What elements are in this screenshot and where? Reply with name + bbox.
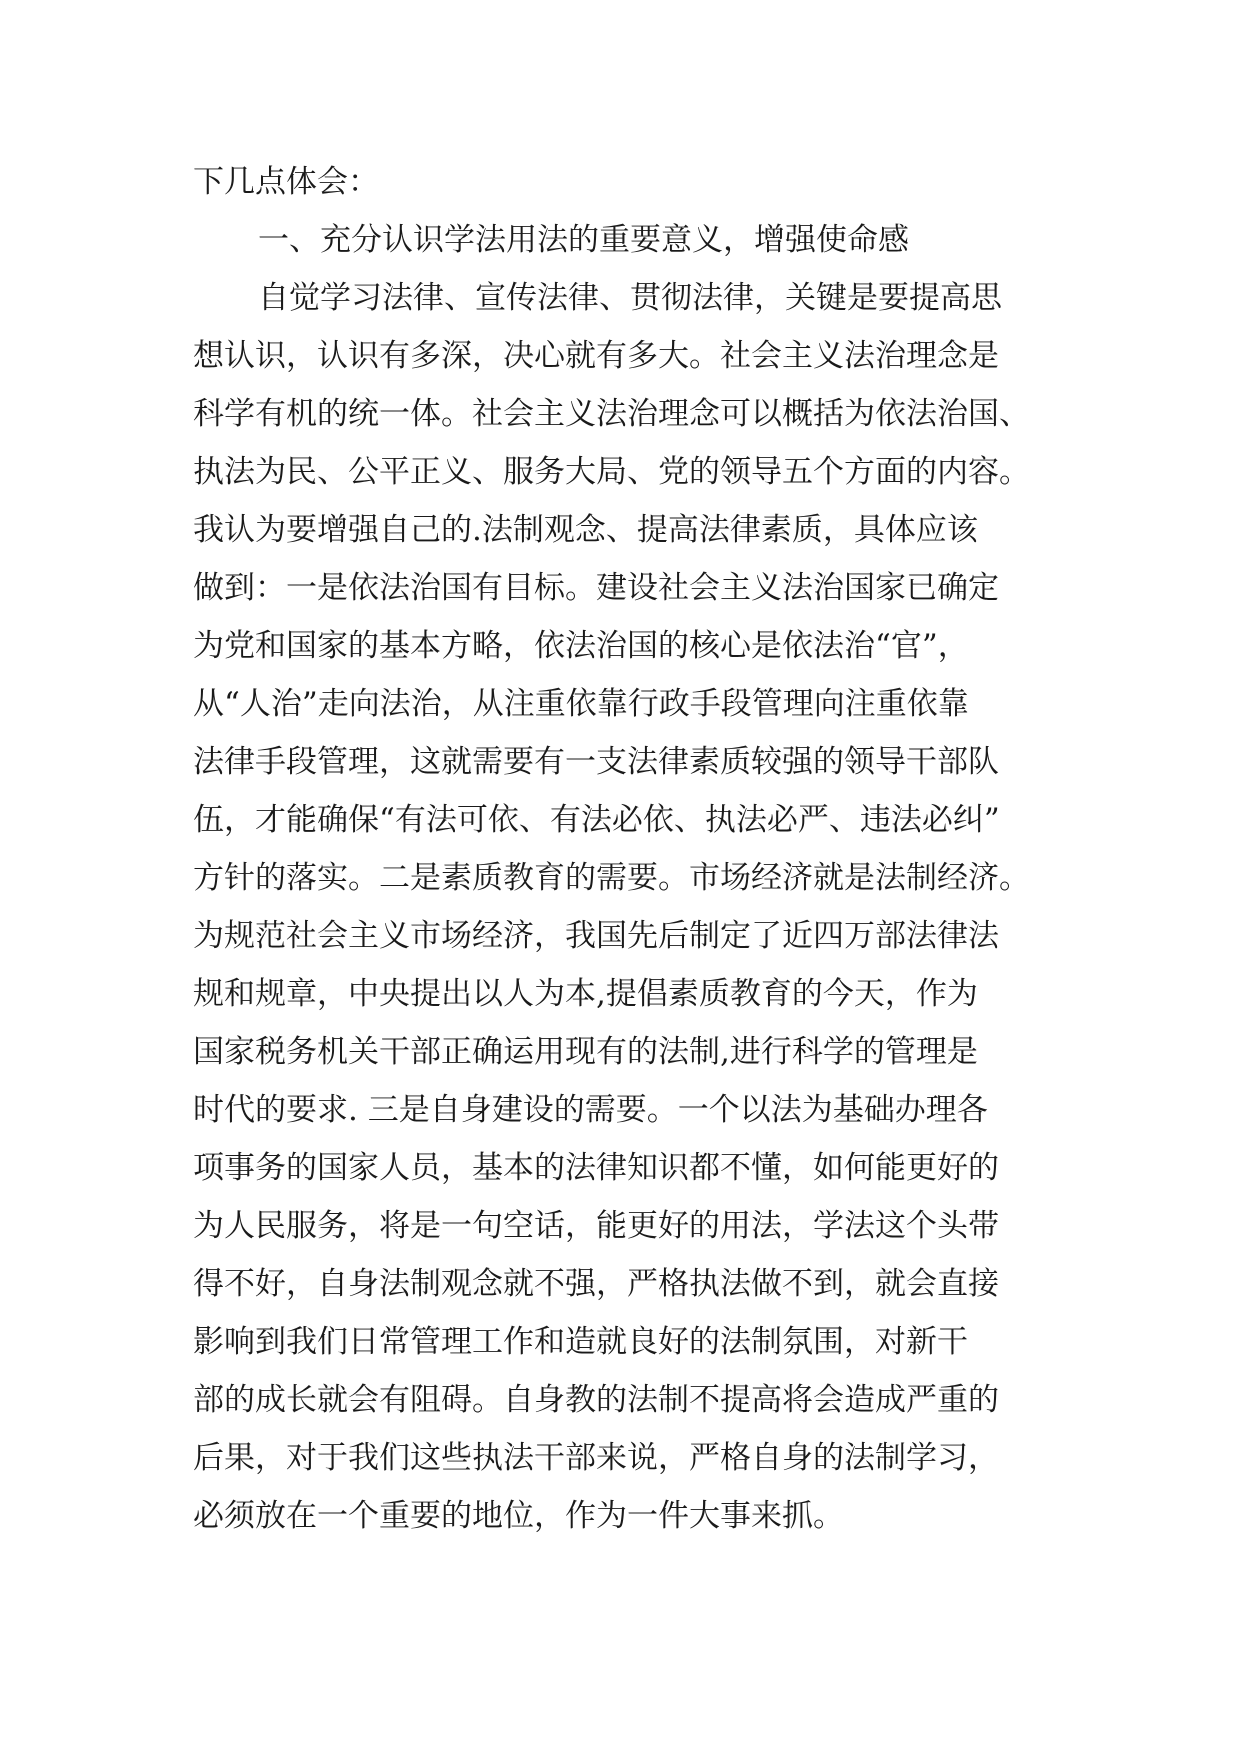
paragraph-line: 伍，才能确保“有法可依、有法必依、执法必严、违法必纠”: [193, 802, 1000, 838]
paragraph-line: 项事务的国家人员，基本的法律知识都不懂，如何能更好的: [193, 1150, 999, 1186]
paragraph-line: 国家税务机关干部正确运用现有的法制,进行科学的管理是: [193, 1034, 978, 1070]
paragraph-first-line: 自觉学习法律、宣传法律、贯彻法律，关键是要提高思: [258, 280, 1002, 316]
paragraph-line: 做到：一是依法治国有目标。建设社会主义法治国家已确定: [193, 570, 999, 606]
paragraph-line: 法律手段管理，这就需要有一支法律素质较强的领导干部队: [193, 744, 999, 780]
paragraph-line: 规和规章，中央提出以人为本,提倡素质教育的今天，作为: [193, 976, 978, 1012]
paragraph-line: 从“人治”走向法治，从注重依靠行政手段管理向注重依靠: [193, 686, 969, 722]
paragraph-line: 执法为民、公平正义、服务大局、党的领导五个方面的内容。: [193, 454, 1030, 490]
paragraph-line: 部的成长就会有阻碍。自身教的法制不提高将会造成严重的: [193, 1382, 999, 1418]
paragraph-line: 我认为要增强自己的.法制观念、提高法律素质，具体应该: [193, 512, 978, 548]
paragraph-line: 得不好，自身法制观念就不强，严格执法做不到，就会直接: [193, 1266, 999, 1302]
paragraph-line: 时代的要求. 三是自身建设的需要。一个以法为基础办理各: [193, 1092, 988, 1128]
paragraph-line: 科学有机的统一体。社会主义法治理念可以概括为依法治国、: [193, 396, 1030, 432]
paragraph-line: 为人民服务，将是一句空话，能更好的用法，学法这个头带: [193, 1208, 999, 1244]
paragraph-line: 为规范社会主义市场经济，我国先后制定了近四万部法律法: [193, 918, 999, 954]
paragraph-last-line: 必须放在一个重要的地位，作为一件大事来抓。: [193, 1498, 844, 1534]
paragraph-line: 后果，对于我们这些执法干部来说，严格自身的法制学习，: [193, 1440, 999, 1476]
paragraph-line: 想认识，认识有多深，决心就有多大。社会主义法治理念是: [193, 338, 999, 374]
section-heading: 一、充分认识学法用法的重要意义，增强使命感: [258, 222, 909, 258]
paragraph-line: 影响到我们日常管理工作和造就良好的法制氛围，对新干: [193, 1324, 968, 1360]
paragraph-line: 方针的落实。二是素质教育的需要。市场经济就是法制经济。: [193, 860, 1030, 896]
text-line-continuation: 下几点体会：: [193, 164, 379, 200]
paragraph-line: 为党和国家的基本方略，依法治国的核心是依法治“官”，: [193, 628, 969, 664]
